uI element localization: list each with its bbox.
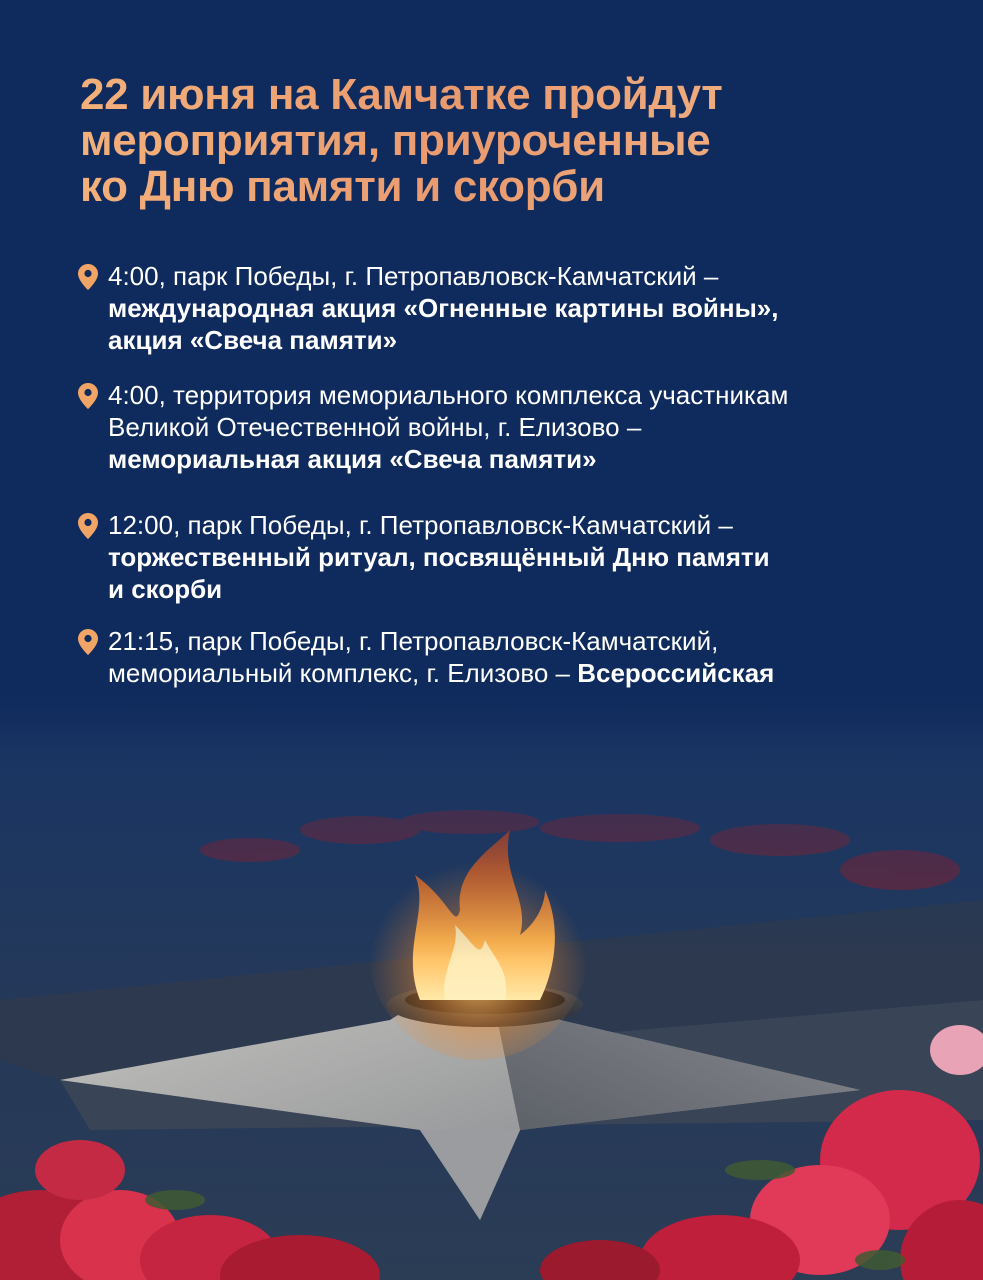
event-text <box>108 379 928 475</box>
event-line: 4:00, парк Победы, г. Петропавловск-Камчатский – <box>108 261 719 291</box>
event-line: Великой Отечественной войны, г. Елизово – <box>108 412 642 442</box>
event-line: торжественный ритуал, посвящённый Дню памяти <box>108 542 770 572</box>
location-pin-icon <box>78 383 98 409</box>
event-line: 4:00, территория мемориального комплекса участникам <box>108 380 789 410</box>
event-text <box>108 509 928 605</box>
event-text <box>108 260 928 356</box>
title-line: ко Дню памяти и скорби <box>80 162 605 211</box>
event-line: 12:00, парк Победы, г. Петропавловск-Камчатский – <box>108 510 733 540</box>
event-item <box>78 379 928 475</box>
event-line: и скорби <box>108 574 223 604</box>
location-pin-icon <box>78 264 98 290</box>
event-line: акция «Свеча памяти» <box>108 325 398 355</box>
event-line: мемориальная акция «Свеча памяти» <box>108 444 597 474</box>
event-line: международная акция «Огненные картины войны», <box>108 293 779 323</box>
location-pin-icon <box>78 513 98 539</box>
location-pin-icon <box>78 629 98 655</box>
title-line: мероприятия, приуроченные <box>80 116 711 165</box>
title-line: 22 июня на Камчатке пройдут <box>80 70 723 119</box>
page-title <box>80 72 920 210</box>
event-item <box>78 260 928 356</box>
event-line: мемориальный комплекс, г. Елизово – Всероссийская <box>108 658 775 688</box>
eternal-flame-photo <box>0 700 983 1280</box>
event-line: 21:15, парк Победы, г. Петропавловск-Камчатский, <box>108 626 719 656</box>
event-item <box>78 509 928 605</box>
